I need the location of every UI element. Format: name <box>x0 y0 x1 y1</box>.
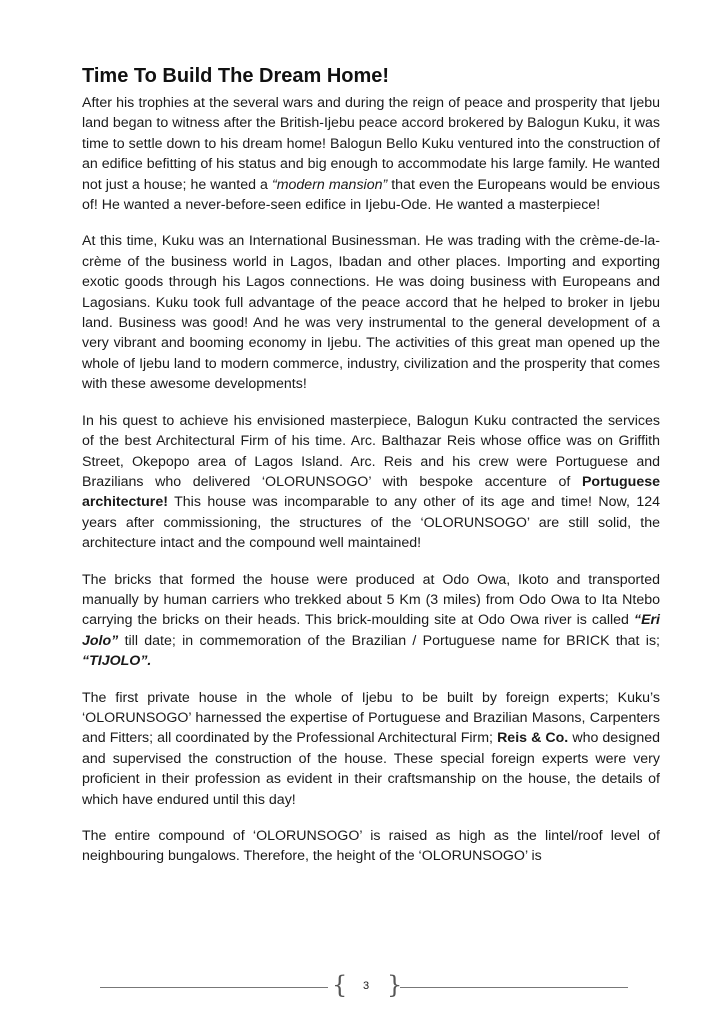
p3-bold: Portuguese architecture! <box>82 473 660 511</box>
p1-emphasis: “modern mansion” <box>271 176 388 193</box>
p4-text-c: till date; in commemoration of the Brazilian / Portuguese name for BRICK that is; <box>118 632 660 649</box>
p4-bold-italic-2: “TIJOLO”. <box>82 653 152 670</box>
footer-rule-right <box>400 987 628 988</box>
p1-text-a: After his trophies at the several wars and during the reign of peace and prosperity that Ijebu land began to witness after the British-Ijebu peace accord brokered by Balogun Kuku, it was time to settle down to his dream home! Balogun Bello Kuku ventured into the construction of an edifice befitting of his status and big enough to accommodate his large family. He wanted not just a house; he wanted a <box>82 95 660 193</box>
p5-bold: Reis & Co. <box>497 730 569 747</box>
p3-text-c: This house was incomparable to any other of its age and time! Now, 124 years after commissioning, the structures of the ‘OLORUNSOGO’ are still solid, the architecture intact and the compound well maintained! <box>82 494 660 552</box>
footer-rule-left <box>100 987 328 988</box>
paragraph-3 <box>82 411 660 554</box>
section-title: Time To Build The Dream Home! <box>82 65 390 87</box>
paragraph-5 <box>82 688 660 810</box>
page-footer <box>100 971 630 1000</box>
paragraph-6: The entire compound of ‘OLORUNSOGO’ is raised as high as the lintel/roof level of neighbouring bungalows. Therefore, the height of the ‘OLORUNSOGO’ is <box>82 828 660 865</box>
paragraph-1 <box>82 93 660 215</box>
p3-text-a: In his quest to achieve his envisioned masterpiece, Balogun Kuku contracted the services of the best Architectural Firm of his time. Arc. Balthazar Reis whose office was on Griffith Street, Okepopo area of Lagos Island. Arc. Reis and his crew were Portuguese and Brazilians who delivered ‘OLORUNSOGO’ with bespoke accenture of <box>82 412 660 490</box>
paragraph-2: At this time, Kuku was an International Businessman. He was trading with the crème-de-la-crème of the business world in Lagos, Ibadan and other places. Importing and exporting exotic goods through his Lagos connections. He was doing business with Europeans and Lagosians. Kuku took full advantage of the peace accord that he helped to broker in Ijebu land. Business was good! And he was very instrumental to the general development of a very vibrant and booming economy in Ijebu. The activities of this great man opened up the whole of Ijebu land to modern commerce, industry, civilization and the prosperity that comes with these awesome developments! <box>82 233 660 393</box>
p1-text-c: that even the Europeans would be envious of! He wanted a never-before-seen edifice in Ijebu-Ode. He wanted a masterpiece! <box>82 176 660 214</box>
footer-left-brace: { <box>332 971 348 999</box>
paragraph-4 <box>82 570 660 672</box>
p5-text-a: The first private house in the whole of Ijebu to be built by foreign experts; Kuku’s ‘OLORUNSOGO’ harnessed the expertise of Portuguese and Brazilian Masons, Carpenters and Fitters; all coordinated by the Professional Architectural Firm; <box>82 689 660 747</box>
p5-text-c: who designed and supervised the construction of the house. These special foreign experts were very proficient in their profession as evident in their craftsmanship on the house, the details of which have endured until this day! <box>82 730 661 808</box>
footer-right-brace: } <box>387 971 403 999</box>
page-number: 3 <box>362 980 370 992</box>
document-page <box>82 62 660 883</box>
p4-bold-italic-1: “Eri Jolo” <box>82 612 660 649</box>
p4-text-a: The bricks that formed the house were produced at Odo Owa, Ikoto and transported manually by human carriers who trekked about 5 Km (3 miles) from Odo Owa to Ita Ntebo carrying the bricks on their heads. This brick-moulding site at Odo Owa river is called <box>82 571 660 629</box>
